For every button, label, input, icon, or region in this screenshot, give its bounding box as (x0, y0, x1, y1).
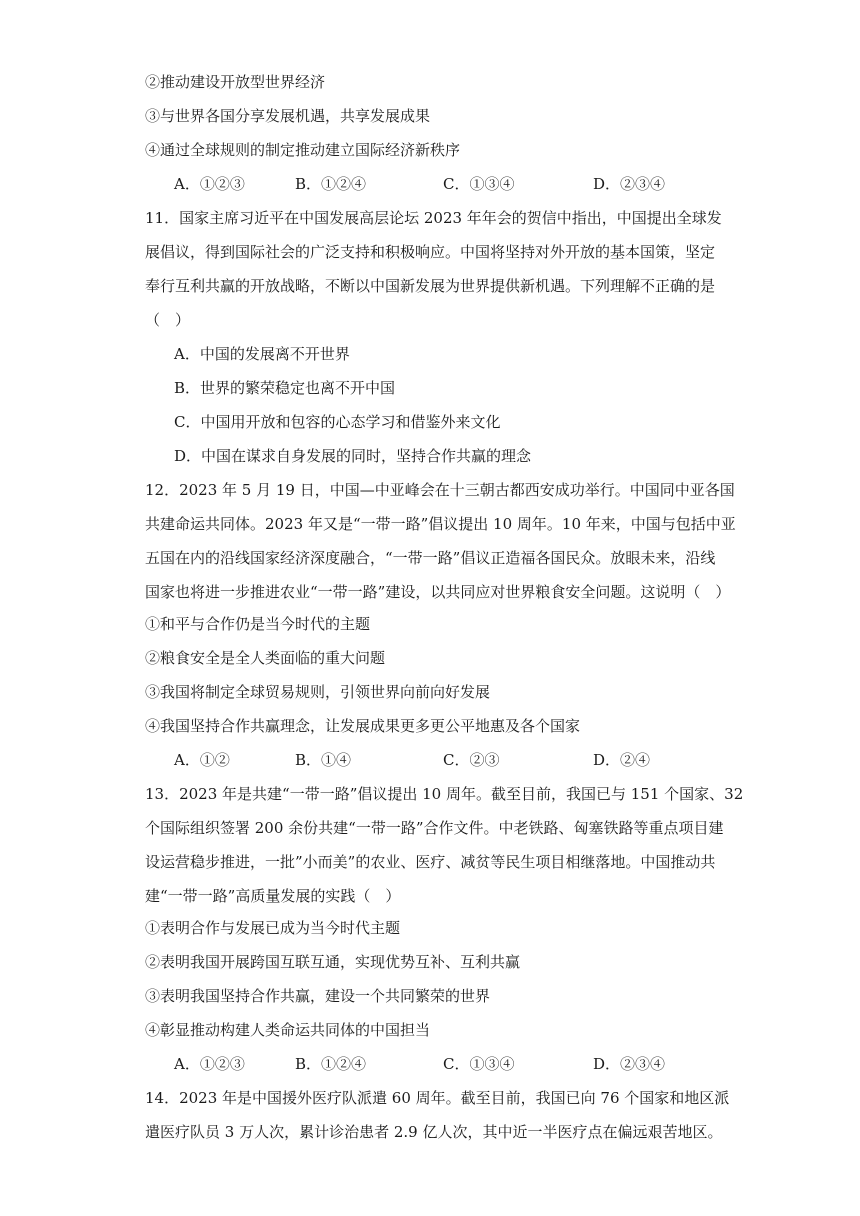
q13-option-d: D．②③④ (593, 1055, 666, 1073)
q12-stem-line-2: 共建命运共同体。2023 年又是“一带一路”倡议提出 10 周年。10 年来，中国与包括中亚 (145, 515, 736, 533)
q11-stem-line-2: 展倡议，得到国际社会的广泛支持和积极响应。中国将坚持对外开放的基本国策，坚定 (145, 243, 716, 261)
q13-item-1: ①表明合作与发展已成为当今时代主题 (145, 919, 401, 937)
q11-choice-c: C．中国用开放和包容的心态学习和借鉴外来文化 (174, 413, 501, 431)
q10-item-2: ②推动建设开放型世界经济 (145, 73, 326, 91)
q11-stem-line-3: 奉行互利共赢的开放战略，不断以中国新发展为世界提供新机遇。下列理解不正确的是 (145, 277, 716, 295)
q12-options (0, 750, 860, 770)
q12-item-2: ②粮食安全是全人类面临的重大问题 (145, 649, 386, 667)
q12-item-1: ①和平与合作仍是当今时代的主题 (145, 615, 371, 633)
q13-stem-line-4: 建“一带一路”高质量发展的实践（ ） (145, 887, 401, 905)
q13-stem-line-3: 设运营稳步推进，一批”小而美”的农业、医疗、减贫等民生项目相继落地。中国推动共 (145, 853, 716, 871)
q13-option-b: B．①②④ (295, 1055, 367, 1073)
q10-item-3: ③与世界各国分享发展机遇，共享发展成果 (145, 107, 431, 125)
q10-option-b: B．①②④ (295, 175, 367, 193)
q10-option-c: C．①③④ (443, 175, 515, 193)
q10-options (0, 174, 860, 194)
q12-option-d: D．②④ (593, 751, 651, 769)
q11-choice-b: B．世界的繁荣稳定也离不开中国 (174, 379, 396, 397)
q14-stem-line-1: 14．2023 年是中国援外医疗队派遣 60 周年。截至目前，我国已向 76 个国家和地区派 (145, 1089, 730, 1107)
q13-item-2: ②表明我国开展跨国互联互通，实现优势互补、互利共赢 (145, 953, 521, 971)
q12-stem-line-1: 12．2023 年 5 月 19 日，中国—中亚峰会在十三朝古都西安成功举行。中国同中亚各国 (145, 481, 735, 499)
q12-option-c: C．②③ (443, 751, 500, 769)
q13-options (0, 1054, 860, 1074)
q14-stem-line-2: 遣医疗队员 3 万人次，累计诊治患者 2.9 亿人次，其中近一半医疗点在偏远艰苦地区。 (145, 1123, 723, 1141)
q12-stem-line-3: 五国在内的沿线国家经济深度融合，“一带一路”倡议正造福各国民众。放眼未来，沿线 (145, 549, 716, 567)
q12-option-b: B．①④ (295, 751, 352, 769)
q13-option-a: A．①②③ (174, 1055, 245, 1073)
q11-stem-line-1: 11．国家主席习近平在中国发展高层论坛 2023 年年会的贺信中指出，中国提出全球发 (145, 209, 722, 227)
q11-choice-d: D．中国在谋求自身发展的同时，坚持合作共赢的理念 (174, 447, 532, 465)
q12-stem-line-4: 国家也将进一步推进农业“一带一路”建设，以共同应对世界粮食安全问题。这说明（ ） (145, 583, 731, 601)
q13-item-3: ③表明我国坚持合作共赢，建设一个共同繁荣的世界 (145, 987, 491, 1005)
q10-option-d: D．②③④ (593, 175, 666, 193)
q11-stem-line-4: （ ） (145, 311, 191, 329)
q13-stem-line-1: 13．2023 年是共建“一带一路”倡议提出 10 周年。截至目前，我国已与 151 个国家、32 (145, 785, 744, 803)
q13-stem-line-2: 个国际组织签署 200 余份共建“一带一路”合作文件。中老铁路、匈塞铁路等重点项目建 (145, 819, 724, 837)
q10-option-a: A．①②③ (174, 175, 245, 193)
q10-item-4: ④通过全球规则的制定推动建立国际经济新秩序 (145, 141, 461, 159)
q13-item-4: ④彰显推动构建人类命运共同体的中国担当 (145, 1021, 431, 1039)
q12-item-4: ④我国坚持合作共赢理念，让发展成果更多更公平地惠及各个国家 (145, 717, 581, 735)
q11-choice-a: A．中国的发展离不开世界 (174, 345, 350, 363)
q12-option-a: A．①② (174, 751, 230, 769)
q13-option-c: C．①③④ (443, 1055, 515, 1073)
q12-item-3: ③我国将制定全球贸易规则，引领世界向前向好发展 (145, 683, 491, 701)
